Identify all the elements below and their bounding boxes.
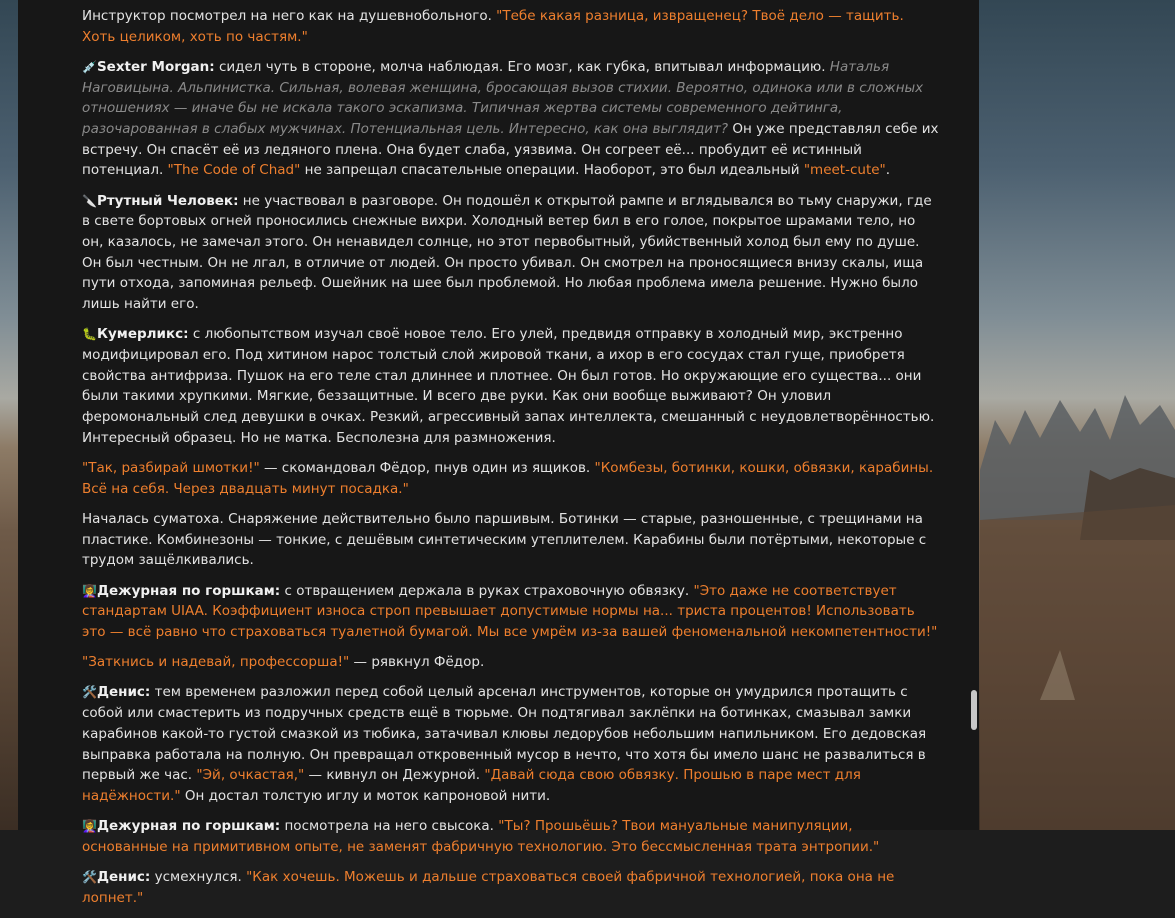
chat-panel — [18, 0, 979, 906]
character-name: Кумерликс: — [96, 326, 189, 343]
character-name: Дежурная по горшкам: — [96, 818, 281, 835]
dialogue-quote: "Заткнись и надевай, профессорша!" — [82, 654, 350, 671]
character-emoji: 👩‍🏫 — [82, 819, 97, 834]
dialogue-quote: "Как хочешь. Можешь и дальше страховаться своей фабричной технологией, пока она не лопнет." — [82, 869, 895, 906]
dialogue-quote: "Так, разбирай шмотки!" — [82, 460, 260, 477]
dialogue-quote: "Ты? Прошьёшь? Твои мануальные манипуляции, основанные на примитивном опыте, не заменят фабричную технологию. Это бессмысленная трата энтропии." — [82, 818, 880, 855]
scrollbar-thumb[interactable] — [971, 690, 977, 730]
message-paragraph — [82, 458, 939, 499]
dialogue-quote: "The Code of Chad" — [167, 162, 301, 179]
narration-text: — рявкнул Фёдор. — [349, 654, 485, 671]
message-paragraph — [82, 581, 939, 643]
character-emoji: 🐛 — [82, 327, 97, 342]
narration-text: с отвращением держала в руках страховочную обвязку. — [280, 582, 694, 599]
narration-text: Он уже представлял себе их встречу. Он спасёт её из ледяного плена. Она будет слаба, уязвима. Он согреет её... пробудит её истинный потенциал. — [82, 121, 939, 179]
message-paragraph — [82, 816, 939, 857]
message-paragraph — [82, 324, 939, 448]
message-paragraph — [82, 57, 939, 181]
character-emoji: 🛠️ — [82, 685, 97, 700]
narration-text: сидел чуть в стороне, молча наблюдая. Его мозг, как губка, впитывал информацию. — [214, 58, 830, 75]
dialogue-quote: "Комбезы, ботинки, кошки, обвязки, карабины. Всё на себя. Через двадцать минут посадка." — [82, 460, 934, 497]
narration-text: — кивнул он Дежурной. — [304, 767, 485, 784]
narration-text: Началась суматоха. Снаряжение действительно было паршивым. Ботинки — старые, разношенные, с трещинами на пластике. Комбинезоны — тонкие, с дешёвым синтетическим утеплителем. Карабины были потёртыми, некоторые с трудом защёлкивались. — [82, 510, 927, 569]
character-name: Sexter Morgan: — [96, 58, 215, 75]
narration-text: не запрещал спасательные операции. Наоборот, это был идеальный — [300, 162, 804, 179]
narration-text: Инструктор посмотрел на него как на душевнобольного. — [82, 8, 497, 24]
message-paragraph — [82, 191, 939, 315]
character-emoji: 🔪 — [82, 193, 97, 208]
character-emoji: 💉 — [82, 59, 97, 74]
narration-text: — скомандовал Фёдор, пнув один из ящиков. — [259, 460, 595, 477]
message-paragraph — [82, 6, 939, 47]
narration-text: . — [885, 162, 891, 179]
scrollbar[interactable] — [969, 0, 979, 830]
message-paragraph — [82, 867, 939, 908]
character-name: Дежурная по горшкам: — [96, 582, 281, 599]
narration-text: тем временем разложил перед собой целый арсенал инструментов, которые он умудрился протащить с собой или смастерить из подручных средств ещё в тюрьме. Он подтягивал заклёпки на ботинках, смазывал замки карабинов какой-то густой смазкой из тюбика, затачивал клювы ледорубов небольшим напильником. Его дедовская выправка работала на полную. Он превращал откровенный мусор в нечто, что хотя бы имело шанс не развалиться в первый же час. — [82, 684, 927, 784]
message-paragraph — [82, 682, 939, 806]
message-paragraph — [82, 652, 939, 673]
message-content — [82, 6, 939, 918]
narration-text: усмехнулся. — [150, 869, 247, 886]
narration-text: посмотрела на него свысока. — [280, 818, 499, 835]
dialogue-quote: "Это даже не соответствует стандартам UIAA. Коэффициент износа строп превышает допустимые нормы на... триста процентов! Использовать это — всё равно что страховаться туалетной бумагой. Мы все умрём из-за вашей феноменальной некомпетентности!" — [82, 582, 938, 640]
narration-text: не участвовал в разговоре. Он подошёл к открытой рампе и вглядывался во тьму снаружи, где в свете бортовых огней проносились снежные вихри. Холодный ветер бил в его голое, покрытое шрамами тело, но он, казалось, не замечал этого. Он ненавидел солнце, но этот первобытный, убийственный холод был ему по душе. Он был честным. Он не лгал, в отличие от людей. Он просто убивал. Он смотрел на проносящиеся внизу скалы, ища пути отхода, запоминая рельеф. Ошейник на шее был проблемой. Но любая проблема имела решение. Нужно было лишь найти его. — [82, 192, 932, 313]
character-name: Денис: — [96, 869, 151, 886]
dialogue-quote: "meet-cute" — [803, 162, 886, 179]
narration-text: Он достал толстую иглу и моток капроновой нити. — [180, 787, 551, 804]
character-emoji: 👩‍🏫 — [82, 583, 97, 598]
dialogue-quote: "Давай сюда свою обвязку. Прошью в паре мест для надёжности." — [82, 767, 861, 804]
inner-thought: Наталья Наговицына. Альпинистка. Сильная, волевая женщина, бросающая вызов стихии. Вероятно, одинока или в сложных отношениях — иначе бы не искала такого эскапизма. Типичная жертва системы современного дейтинга, разочарованная в слабых мужчинах. Потенциальная цель. Интересно, как она выглядит? — [82, 58, 924, 138]
character-emoji: 🛠️ — [82, 870, 97, 885]
message-paragraph — [82, 509, 939, 571]
character-name: Денис: — [96, 684, 151, 701]
character-name: Ртутный Человек: — [96, 192, 239, 209]
narration-text: с любопытством изучал своё новое тело. Его улей, предвидя отправку в холодный мир, экстренно модифицировал его. Под хитином нарос толстый слой жировой ткани, а ихор в его сосудах стал гуще, приобретя свойства антифриза. Пушок на его теле стал длиннее и плотнее. Он был готов. Но окружающие его существа... они были такими хрупкими. Мягкие, беззащитные. И всего две руки. Как они вообще выживают? Он уловил феромональный след девушки в очках. Резкий, агрессивный запах интеллекта, смешанный с неудовлетворённостью. Интересный образец. Но не матка. Бесполезна для размножения. — [82, 326, 935, 446]
dialogue-quote: "Тебе какая разница, извращенец? Твоё дело — тащить. Хоть целиком, хоть по частям." — [82, 8, 904, 45]
dialogue-quote: "Эй, очкастая," — [196, 767, 305, 784]
